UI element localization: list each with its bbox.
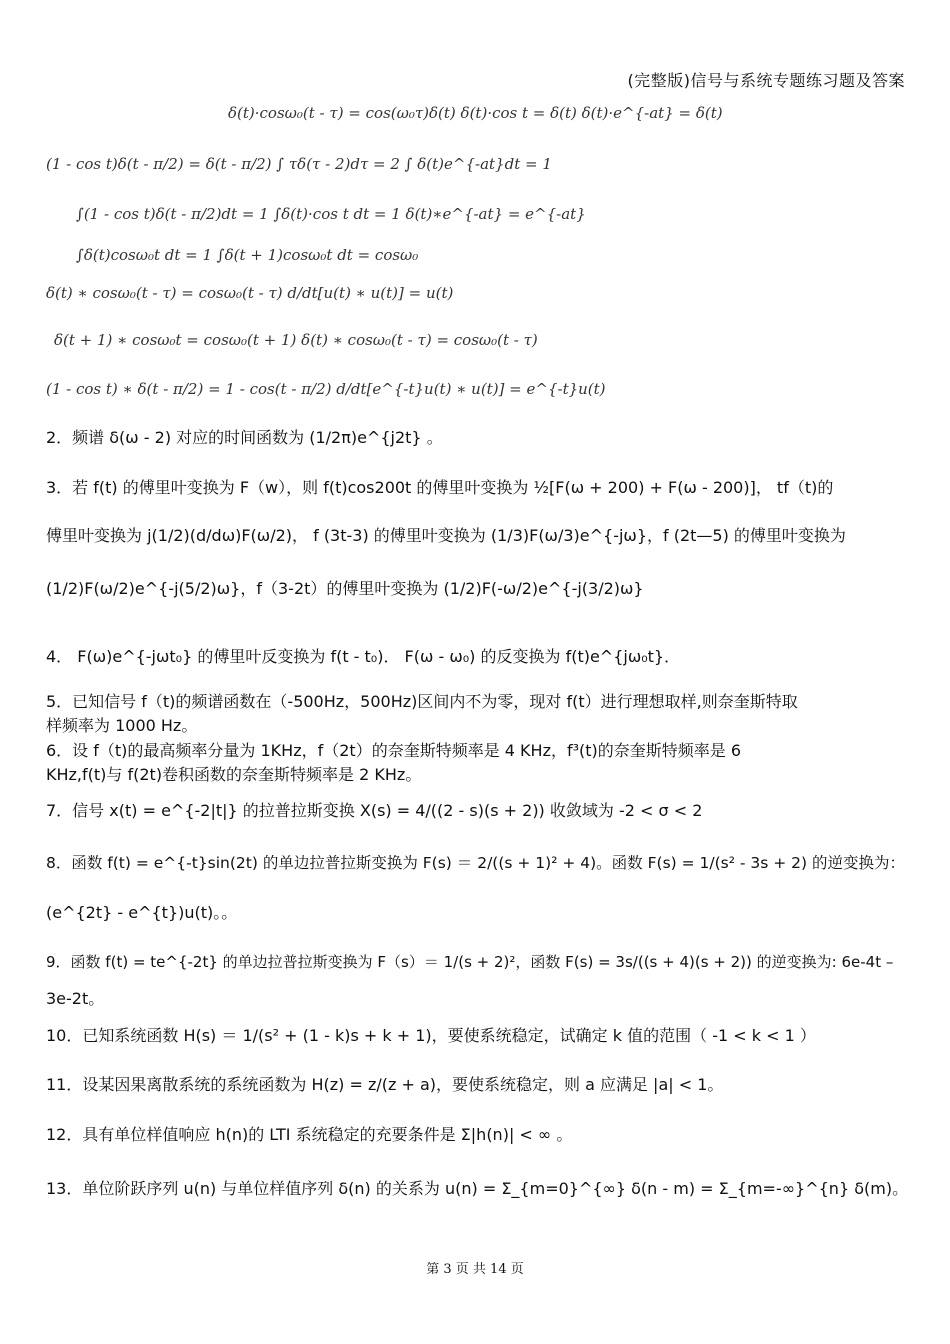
question-2: 2．频谱 δ(ω - 2) 对应的时间函数为 (1/2π)e^{j2t} 。 [46, 428, 443, 447]
question-4: 4． F(ω)e^{-jωt₀} 的傅里叶反变换为 f(t - t₀)． F(ω - ω₀) 的反变换为 f(t)e^{jω₀t}． [46, 647, 681, 666]
question-13: 13．单位阶跃序列 u(n) 与单位样值序列 δ(n) 的关系为 u(n) = Σ_{m=0}^{∞} δ(n - m) = Σ_{m=-∞}^{n} δ(m)。 [46, 1179, 909, 1198]
formula-line-2: (1 - cos t)δ(t - π/2) = δ(t - π/2) ∫ τδ(τ - 2)dτ = 2 ∫ δ(t)e^{-at}dt = 1 [46, 155, 552, 173]
question-3-line-1: 3．若 f(t) 的傅里叶变换为 F（w），则 f(t)cos200t 的傅里叶变换为 ½[F(ω + 200) + F(ω - 200)]， tf（t)的 [46, 478, 834, 497]
question-3-line-2: 傅里叶变换为 j(1/2)(d/dω)F(ω/2)， f (3t-3) 的傅里叶变换为 (1/3)F(ω/3)e^{-jω}，f (2t—5) 的傅里叶变换为 [46, 526, 846, 545]
formula-line-3: ∫(1 - cos t)δ(t - π/2)dt = 1 ∫δ(t)·cos t dt = 1 δ(t)∗e^{-at} = e^{-at} [76, 205, 586, 223]
formula-line-4: ∫δ(t)cosω₀t dt = 1 ∫δ(t + 1)cosω₀t dt = cosω₀ [76, 246, 419, 264]
question-3-line-3: (1/2)F(ω/2)e^{-j(5/2)ω}，f（3-2t）的傅里叶变换为 (1/2)F(-ω/2)e^{-j(3/2)ω} [46, 579, 644, 598]
document-header: (完整版)信号与系统专题练习题及答案 [627, 71, 905, 90]
formula-line-1: δ(t)·cosω₀(t - τ) = cos(ω₀τ)δ(t) δ(t)·cos t = δ(t) δ(t)·e^{-at} = δ(t) [228, 104, 723, 122]
question-9-line-2: 3e-2t。 [46, 989, 105, 1008]
question-10: 10．已知系统函数 H(s) ＝ 1/(s² + (1 - k)s + k + 1)，要使系统稳定，试确定 k 值的范围（ -1 < k < 1 ） [46, 1026, 816, 1045]
question-9-line-1: 9．函数 f(t) = te^{-2t} 的单边拉普拉斯变换为 F（s）＝ 1/(s + 2)²，函数 F(s) = 3s/((s + 4)(s + 2)) 的逆变换为: 6e-4t – [46, 953, 894, 971]
question-6-line-1: 6．设 f（t)的最高频率分量为 1KHz，f（2t）的奈奎斯特频率是 4 KHz，f³(t)的奈奎斯特频率是 6 [46, 741, 742, 760]
question-12: 12．具有单位样值响应 h(n)的 LTI 系统稳定的充要条件是 Σ|h(n)| < ∞ 。 [46, 1125, 573, 1144]
question-6-line-2: KHz,f(t)与 f(2t)卷积函数的奈奎斯特频率是 2 KHz。 [46, 765, 422, 784]
question-7: 7．信号 x(t) = e^{-2|t|} 的拉普拉斯变换 X(s) = 4/((2 - s)(s + 2)) 收敛域为 -2 < σ < 2 [46, 801, 703, 820]
formula-line-7: (1 - cos t) ∗ δ(t - π/2) = 1 - cos(t - π/2) d/dt[e^{-t}u(t) ∗ u(t)] = e^{-t}u(t) [46, 380, 606, 398]
formula-line-5: δ(t) ∗ cosω₀(t - τ) = cosω₀(t - τ) d/dt[u(t) ∗ u(t)] = u(t) [46, 284, 454, 302]
page-footer: 第 3 页 共 14 页 [426, 1262, 524, 1277]
question-5-line-1: 5．已知信号 f（t)的频谱函数在（-500Hz，500Hz)区间内不为零，现对 f(t）进行理想取样,则奈奎斯特取 [46, 692, 798, 711]
question-5-line-2: 样频率为 1000 Hz。 [46, 716, 198, 735]
question-11: 11．设某因果离散系统的系统函数为 H(z) = z/(z + a)，要使系统稳定，则 a 应满足 |a| < 1。 [46, 1075, 724, 1094]
question-8-line-1: 8．函数 f(t) = e^{-t}sin(2t) 的单边拉普拉斯变换为 F(s) ＝ 2/((s + 1)² + 4)。函数 F(s) = 1/(s² - 3s + 2) 的逆变换为： [46, 854, 906, 872]
formula-line-6: δ(t + 1) ∗ cosω₀t = cosω₀(t + 1) δ(t) ∗ cosω₀(t - τ) = cosω₀(t - τ) [54, 331, 538, 349]
question-8-line-2: (e^{2t} - e^{t})u(t)。。 [46, 903, 238, 922]
